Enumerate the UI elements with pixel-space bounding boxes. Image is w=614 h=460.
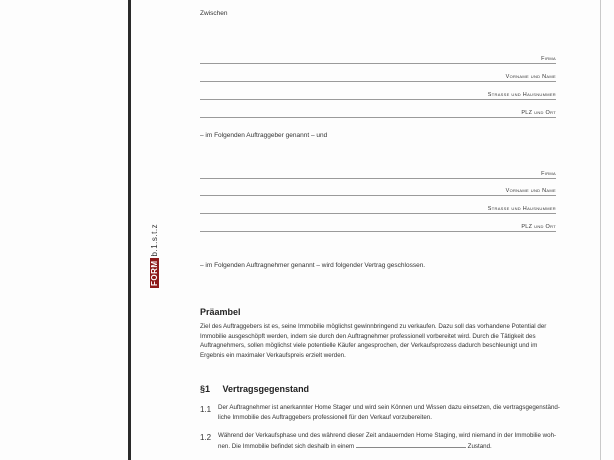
party1-company-line[interactable] <box>200 63 556 64</box>
form-label-box: FORM <box>150 260 159 286</box>
form-side-label <box>150 224 159 288</box>
item-1-2-line-2 <box>218 441 556 452</box>
party2-name-label: Vorname und Name <box>505 188 556 194</box>
condition-blank[interactable] <box>356 441 466 448</box>
party2-company-line[interactable] <box>200 178 556 179</box>
section1-title: Vertragsgegenstand <box>222 384 310 394</box>
binding-edge <box>128 0 131 460</box>
section1-number: §1 <box>200 384 211 394</box>
preamble-line: Auftragnehmers, sollen möglichst viele potentielle Käufer angesprochen, der Verkaufsprozess dadurch beschleunigt und im <box>200 342 538 349</box>
party1-name-label: Vorname und Name <box>505 74 556 80</box>
party1-name-line[interactable] <box>200 81 556 82</box>
section1-heading <box>200 384 309 394</box>
party1-caption: – im Folgenden Auftraggeber genannt – und <box>200 132 328 139</box>
party1-street-label: Strasse und Hausnummer <box>487 92 556 98</box>
party1-street-line[interactable] <box>200 99 556 100</box>
form-label-number: b.1.s.t.z <box>150 223 159 257</box>
preamble-line: Immobilie ausgeschöpft werden, indem sie durch den Auftragnehmer professionell vorbereitet wird. Durch die Tätigkeit des <box>200 332 536 340</box>
party1-city-label: PLZ und Ort <box>521 110 556 116</box>
item-1-2-text-b: Zustand. <box>467 442 492 450</box>
item-1-1-line: Der Auftragnehmer ist anerkannter Home Stager und wird sein Können und Wissen dazu einsetzen, die vertragsgegenständ- <box>218 404 560 411</box>
page-edge <box>600 0 601 460</box>
party1-company-label: Firma <box>541 56 556 62</box>
preamble-title: Präambel <box>200 307 241 317</box>
item-1-2-text <box>218 431 556 451</box>
party2-street-label: Strasse und Hausnummer <box>487 206 556 212</box>
preamble-line: Ziel des Auftraggebers ist es, seine Immobilie möglichst gewinnbringend zu verkaufen. Dazu soll das vorhandene Potential der <box>200 323 547 330</box>
party2-street-line[interactable] <box>200 213 556 214</box>
party2-city-line[interactable] <box>200 231 556 232</box>
item-1-2-line: Während der Verkaufsphase und des während dieser Zeit andauernden Home Staging, wird niemand in der Immobilie woh- <box>218 432 557 439</box>
preamble-paragraph <box>200 322 546 360</box>
party1-city-line[interactable] <box>200 117 556 118</box>
item-1-2-text-a: nen. Die Immobilie befindet sich deshalb in einem <box>218 442 355 450</box>
party2-caption: – im Folgenden Auftragnehmer genannt – wird folgender Vertrag geschlossen. <box>200 262 426 269</box>
intro-text: Zwischen <box>200 10 228 17</box>
preamble-line: Ergebnis ein maximaler Verkaufspreis erzielt werden. <box>200 351 346 359</box>
party2-city-label: PLZ und Ort <box>521 224 556 230</box>
party2-company-label: Firma <box>541 171 556 177</box>
party2-name-line[interactable] <box>200 195 556 196</box>
item-1-1-line: liche Immobilie des Auftraggebers professionell für den Verkauf vorzubereiten. <box>218 413 432 421</box>
item-1-1-text <box>218 403 560 422</box>
item-1-1-number: 1.1 <box>200 405 212 414</box>
item-1-2-number: 1.2 <box>200 433 212 442</box>
